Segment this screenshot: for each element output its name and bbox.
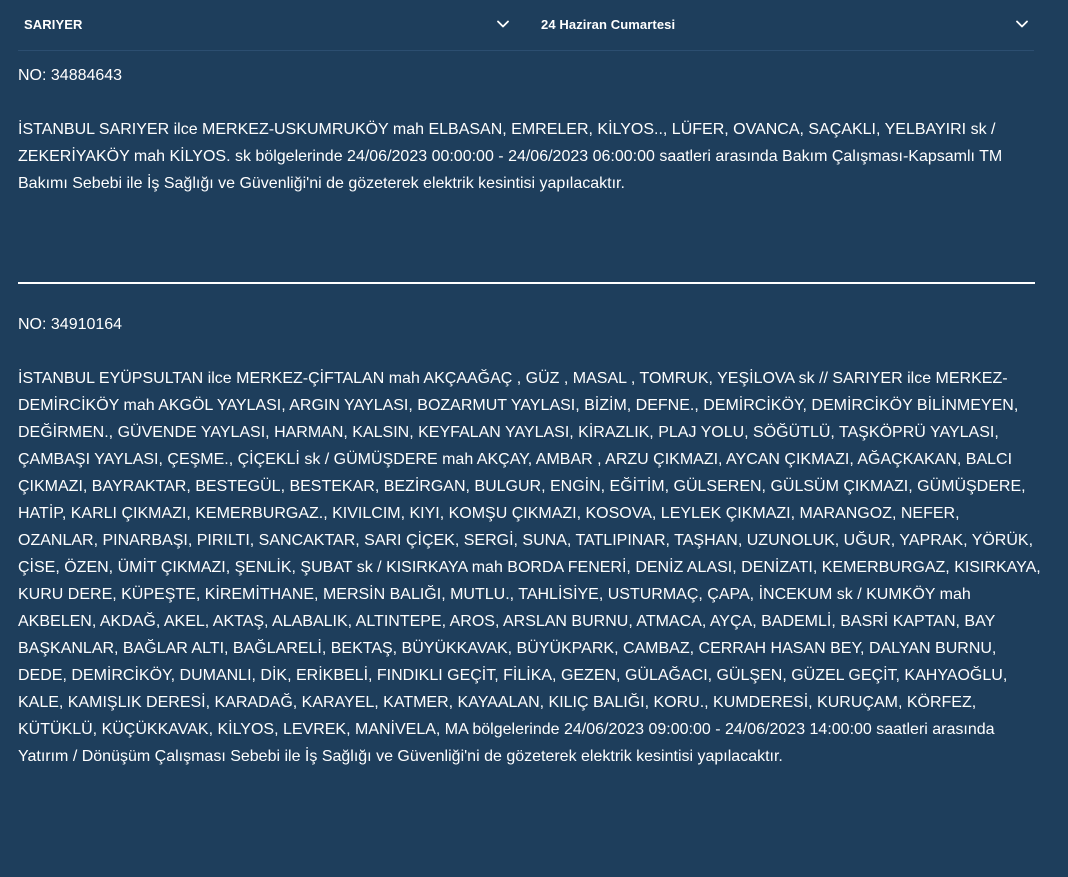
notice-number: NO: 34910164 bbox=[18, 316, 123, 333]
district-select[interactable] bbox=[24, 8, 512, 40]
notice-text: İSTANBUL SARIYER ilce MERKEZ-USKUMRUKÖY mah ELBASAN, EMRELER, KİLYOS.., LÜFER, OVANCA, SAÇAKLI, YELBAYIRI sk / ZEKERİYAKÖY mah KİLYOS. sk bölgelerinde 24/06/2023 00:00:00 - 24/06/2023 06:00:00 saatleri arasında Bakım Çalışması-Kapsamlı TM Bakımı Sebebi ile İş Sağlığı ve Güvenliği'ni de gözeterek elektrik kesintisi yapılacaktır. bbox=[18, 121, 1003, 192]
date-select[interactable] bbox=[541, 8, 1031, 40]
chevron-down-icon[interactable] bbox=[1013, 15, 1031, 33]
outage-notice bbox=[18, 311, 1042, 770]
outage-notice bbox=[18, 62, 1042, 282]
notice-text: İSTANBUL EYÜPSULTAN ilce MERKEZ-ÇİFTALAN mah AKÇAAĞAÇ , GÜZ , MASAL , TOMRUK, YEŞİLOVA sk // SARIYER ilce MERKEZ-DEMİRCİKÖY mah AKGÖL YAYLASI, ARGIN YAYLASI, BOZARMUT YAYLASI, BİZİM, DEFNE., DEMİRCİKÖY, DEMİRCİKÖY BİLİNMEYEN, DEĞİRMEN., GÜVENDE YAYLASI, HARMAN, KALSIN, KEYFALAN YAYLASI, KİRAZLIK, PLAJ YOLU, SÖĞÜTLÜ, TAŞKÖPRÜ YAYLASI, ÇAMBAŞI YAYLASI, ÇEŞME., ÇİÇEKLİ sk / GÜMÜŞDERE mah AKÇAY, AMBAR , ARZU ÇIKMAZI, AYCAN ÇIKMAZI, AĞAÇKAKAN, BALCI ÇIKMAZI, BAYRAKTAR, BESTEGÜL, BESTEKAR, BEZİRGAN, BULGUR, ENGİN, EĞİTİM, GÜLSEREN, GÜLSÜM ÇIKMAZI, GÜMÜŞDERE, HATİP, KARLI ÇIKMAZI, KEMERBURGAZ., KIVILCIM, KIYI, KOMŞU ÇIKMAZI, KOSOVA, LEYLEK ÇIKMAZI, MARANGOZ, NEFER, OZANLAR, PINARBAŞI, PIRILTI, SANCAKTAR, SARI ÇİÇEK, SERGİ, SUNA, TATLIPINAR, TAŞHAN, UZUNOLUK, UĞUR, YAPRAK, YÖRÜK, ÇİSE, ÖZEN, ÜMİT ÇIKMAZI, ŞENLİK, ŞUBAT sk / KISIRKAYA mah BORDA FENERİ, DENİZ ALASI, DENİZATI, KEMERBURGAZ, KISIRKAYA, KURU DERE, KÜPEŞTE, KİREMİTHANE, MERSİN BALIĞI, MUTLU., TAHLİSİYE, USTURMAÇ, ÇAPA, İNCEKUM sk / KUMKÖY mah AKBELEN, AKDAĞ, AKEL, AKTAŞ, ALABALIK, ALTINTEPE, AROS, ARSLAN BURNU, ATMACA, AYÇA, BADEMLİ, BASRİ KAPTAN, BAY BAŞKANLAR, BAĞLAR ALTI, BAĞLARELİ, BEKTAŞ, BÜYÜKKAVAK, BÜYÜKPARK, CAMBAZ, CERRAH HASAN BEY, DALYAN BURNU, DEDE, DEMİRCİKÖY, DUMANLI, DİK, ERİKBELİ, FINDIKLI GEÇİT, FİLİKA, GEZEN, GÜLAĞACI, GÜLŞEN, GÜZEL GEÇİT, KAHYAOĞLU, KALE, KAMIŞLIK DERESİ, KARADAĞ, KARAYEL, KATMER, KAYAALAN, KILIÇ BALIĞI, KORU., KUMDERESİ, KURUÇAM, KÖRFEZ, KÜTÜKLÜ, KÜÇÜKKAVAK, KİLYOS, LEVREK, MANİVELA, MA bölgelerinde 24/06/2023 09:00:00 - 24/06/2023 14:00:00 saatleri arasında Yatırım / Dönüşüm Çalışması Sebebi ile İş Sağlığı ve Güvenliği'ni de gözeterek elektrik kesintisi yapılacaktır. bbox=[18, 370, 1041, 765]
chevron-down-icon[interactable] bbox=[494, 15, 512, 33]
notice-number: NO: 34884643 bbox=[18, 67, 123, 84]
district-select-value: SARIYER bbox=[24, 16, 83, 32]
notice-divider bbox=[18, 282, 1035, 284]
outage-list bbox=[18, 62, 1042, 770]
date-select-value: 24 Haziran Cumartesi bbox=[541, 16, 676, 32]
header-divider bbox=[18, 50, 1034, 51]
filter-bar bbox=[0, 0, 1068, 50]
